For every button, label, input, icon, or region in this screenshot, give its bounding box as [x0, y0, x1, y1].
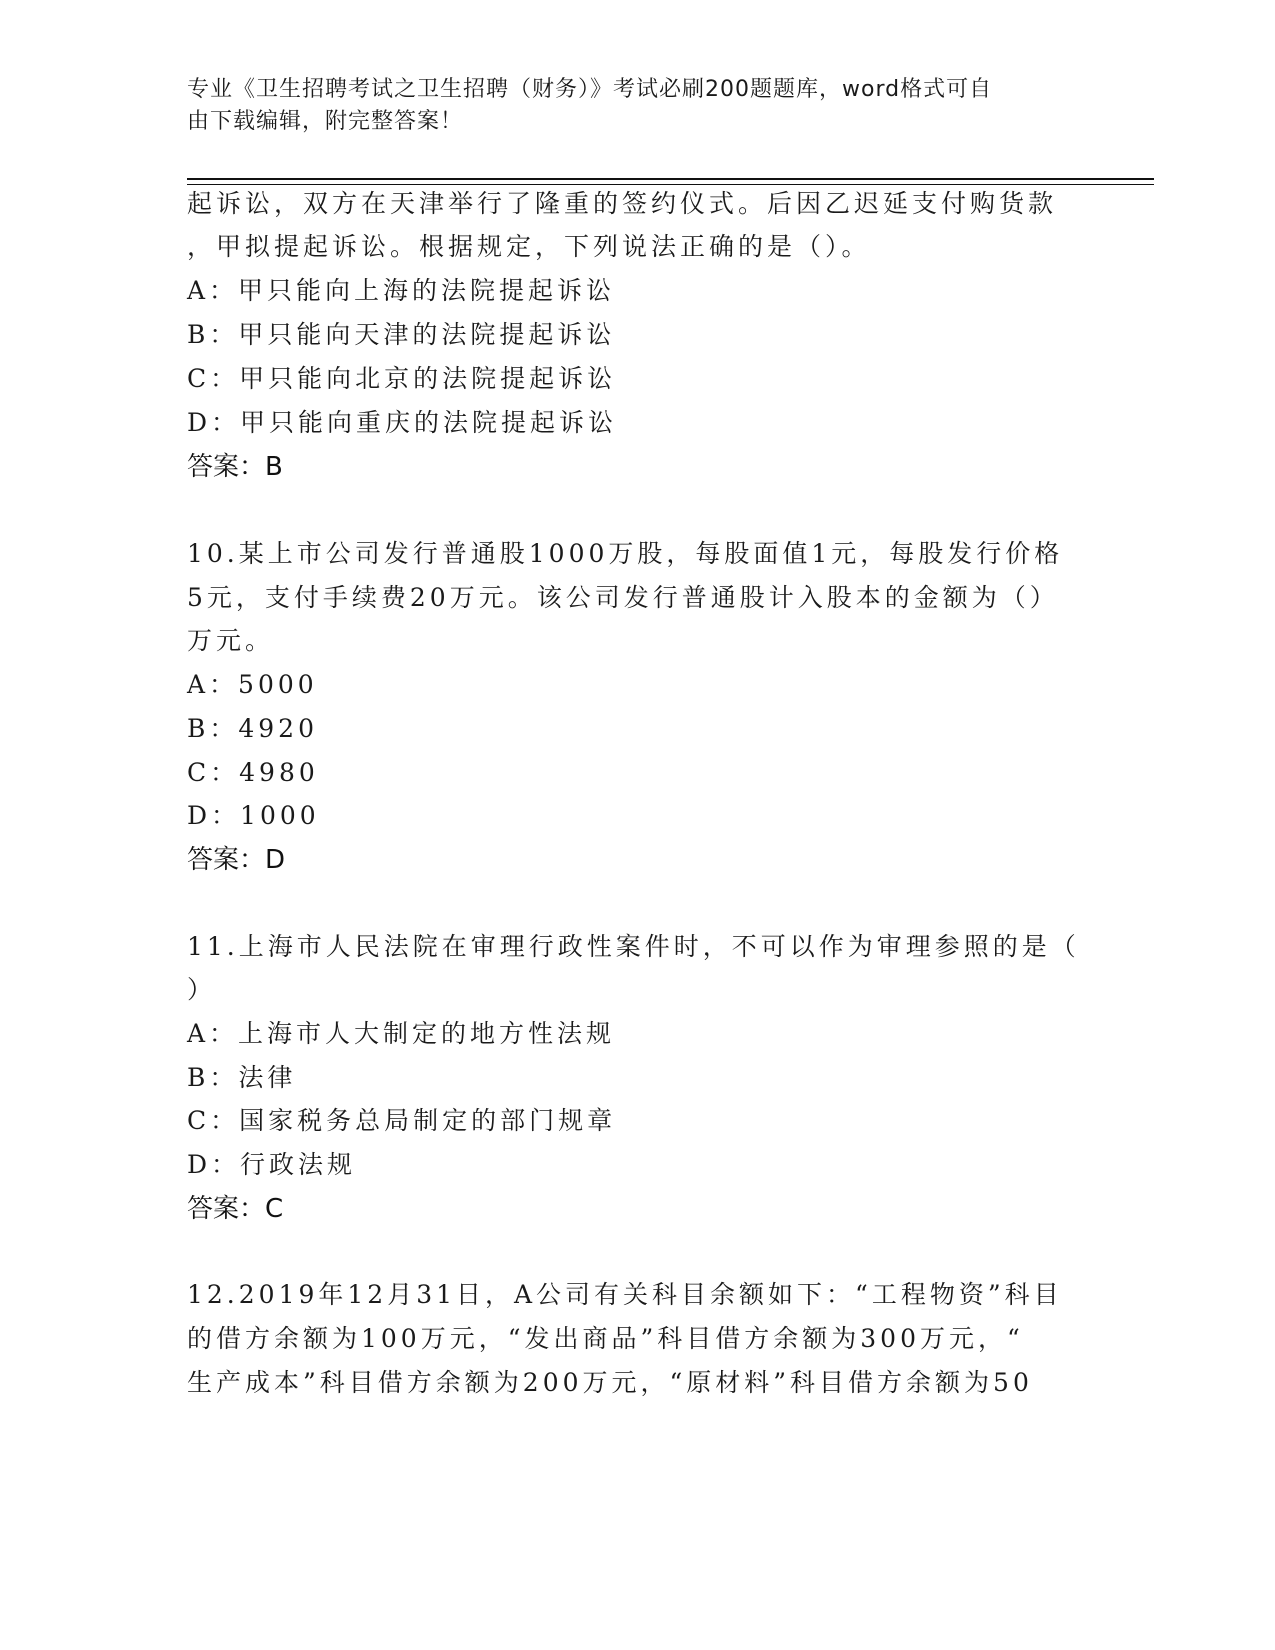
- document-header: [187, 74, 1087, 138]
- question-11-stem-line-2: ）: [187, 975, 217, 1004]
- question-9-option-b: B：甲只能向天津的法院提起诉讼: [187, 320, 616, 349]
- question-10-answer: 答案：D: [187, 845, 286, 875]
- question-10-stem-line-1: 10.某上市公司发行普通股1000万股，每股面值1元，每股发行价格: [187, 539, 1064, 568]
- question-9-answer: 答案：B: [187, 452, 283, 482]
- question-11-answer: 答案：C: [187, 1194, 284, 1224]
- question-12-stem-line-3: 生产成本”科目借方余额为200万元，“原材料”科目借方余额为50: [187, 1368, 1033, 1397]
- question-10-stem-line-3: 万元。: [187, 626, 275, 655]
- question-11-option-b: B：法律: [187, 1063, 297, 1092]
- question-10-stem-line-2: 5元，支付手续费20万元。该公司发行普通股计入股本的金额为（）: [187, 583, 1059, 612]
- question-10-option-d: D：1000: [187, 801, 320, 830]
- question-11-option-d: D：行政法规: [187, 1150, 357, 1179]
- question-10-option-b: B：4920: [187, 714, 318, 743]
- header-divider-thin: [187, 184, 1154, 185]
- question-10-option-c: C：4980: [187, 758, 319, 787]
- question-9-option-d: D：甲只能向重庆的法院提起诉讼: [187, 408, 618, 437]
- question-11-stem-line-1: 11.上海市人民法院在审理行政性案件时，不可以作为审理参照的是（: [187, 932, 1080, 961]
- question-12-stem-line-2: 的借方余额为100万元，“发出商品”科目借方余额为300万元，“: [187, 1324, 1024, 1353]
- question-9-stem-line-1: 起诉讼，双方在天津举行了隆重的签约仪式。后因乙迟延支付购货款: [187, 189, 1058, 218]
- question-12-stem-line-1: 12.2019年12月31日，A公司有关科目余额如下：“工程物资”科目: [187, 1280, 1063, 1309]
- question-9-option-a: A：甲只能向上海的法院提起诉讼: [187, 276, 616, 305]
- header-divider-thick: [187, 178, 1154, 180]
- question-10-option-a: A：5000: [187, 670, 318, 699]
- question-11-option-a: A：上海市人大制定的地方性法规: [187, 1019, 616, 1048]
- question-9-option-c: C：甲只能向北京的法院提起诉讼: [187, 364, 617, 393]
- header-title-line-2: 由下载编辑，附完整答案！: [187, 109, 464, 134]
- question-9-stem-line-2: ，甲拟提起诉讼。根据规定，下列说法正确的是（）。: [187, 232, 871, 261]
- question-11-option-c: C：国家税务总局制定的部门规章: [187, 1106, 617, 1135]
- header-title-line-1: 专业《卫生招聘考试之卫生招聘（财务）》考试必刷200题题库，word格式可自: [187, 77, 993, 102]
